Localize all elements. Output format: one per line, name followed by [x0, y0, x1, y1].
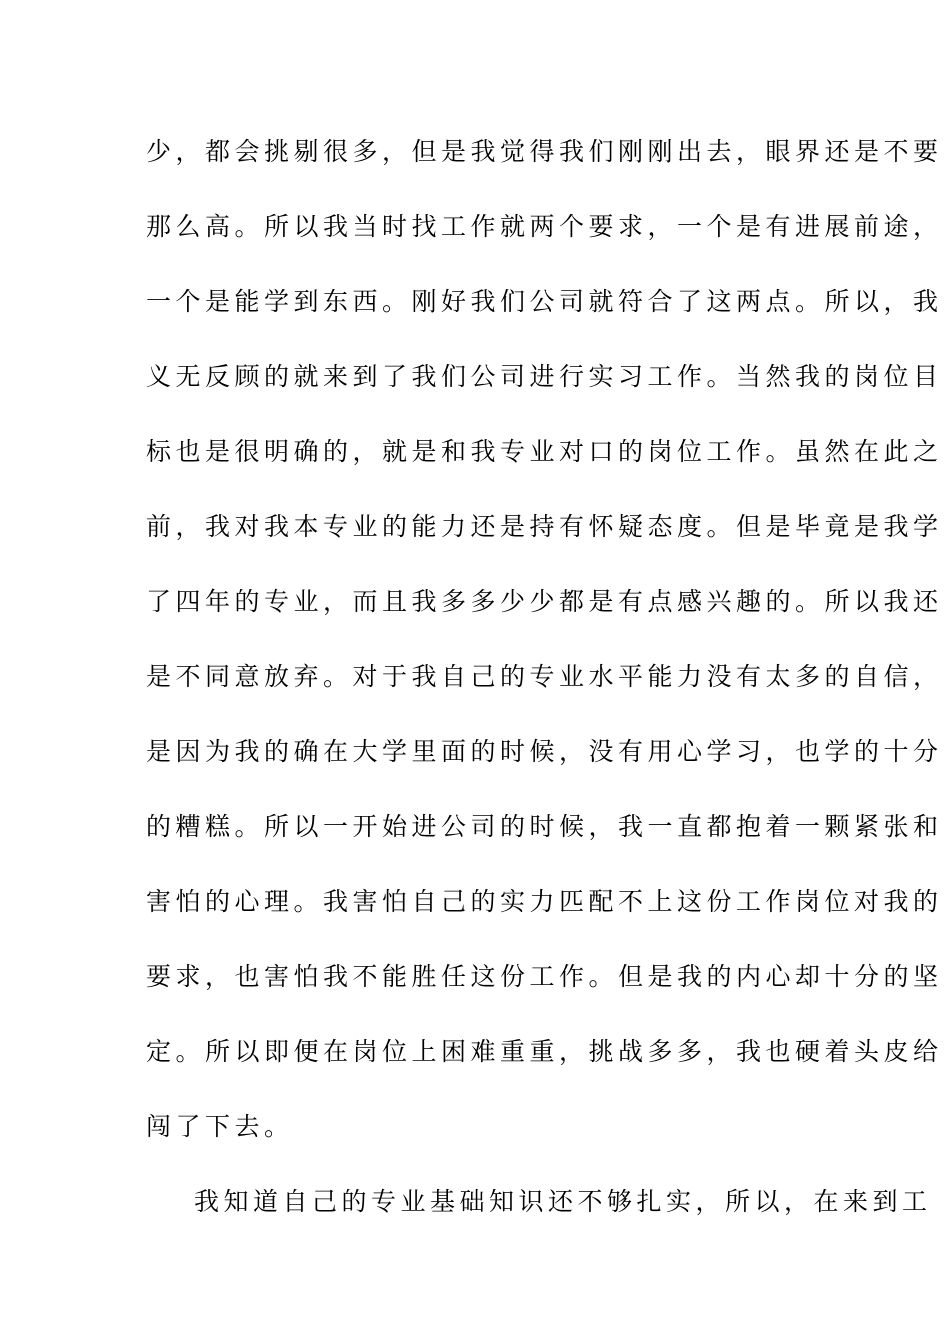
text-line: 那么高。所以我当时找工作就两个要求，一个是有进展前途，: [146, 212, 943, 241]
text-line: 害怕的心理。我害怕自己的实力匹配不上这份工作岗位对我的: [146, 887, 943, 916]
text-line: 少，都会挑剔很多，但是我觉得我们刚刚出去，眼界还是不要: [146, 137, 943, 166]
text-line: 义无反顾的就来到了我们公司进行实习工作。当然我的岗位目: [146, 362, 943, 391]
paragraph-first-line: 我知道自己的专业基础知识还不够扎实，所以，在来到工: [194, 1187, 932, 1216]
text-line: 了四年的专业，而且我多多少少都是有点感兴趣的。所以我还: [146, 587, 943, 616]
text-line: 标也是很明确的，就是和我专业对口的岗位工作。虽然在此之: [146, 437, 943, 466]
text-line: 一个是能学到东西。刚好我们公司就符合了这两点。所以，我: [146, 287, 943, 316]
text-line: 的糟糕。所以一开始进公司的时候，我一直都抱着一颗紧张和: [146, 812, 943, 841]
text-line: 是因为我的确在大学里面的时候，没有用心学习，也学的十分: [146, 737, 943, 766]
text-line: 是不同意放弃。对于我自己的专业水平能力没有太多的自信，: [146, 662, 943, 691]
text-line: 闯了下去。: [146, 1112, 294, 1141]
text-line: 定。所以即便在岗位上困难重重，挑战多多，我也硬着头皮给: [146, 1037, 943, 1066]
text-line: 前，我对我本专业的能力还是持有怀疑态度。但是毕竟是我学: [146, 512, 943, 541]
text-line: 要求，也害怕我不能胜任这份工作。但是我的内心却十分的坚: [146, 962, 943, 991]
